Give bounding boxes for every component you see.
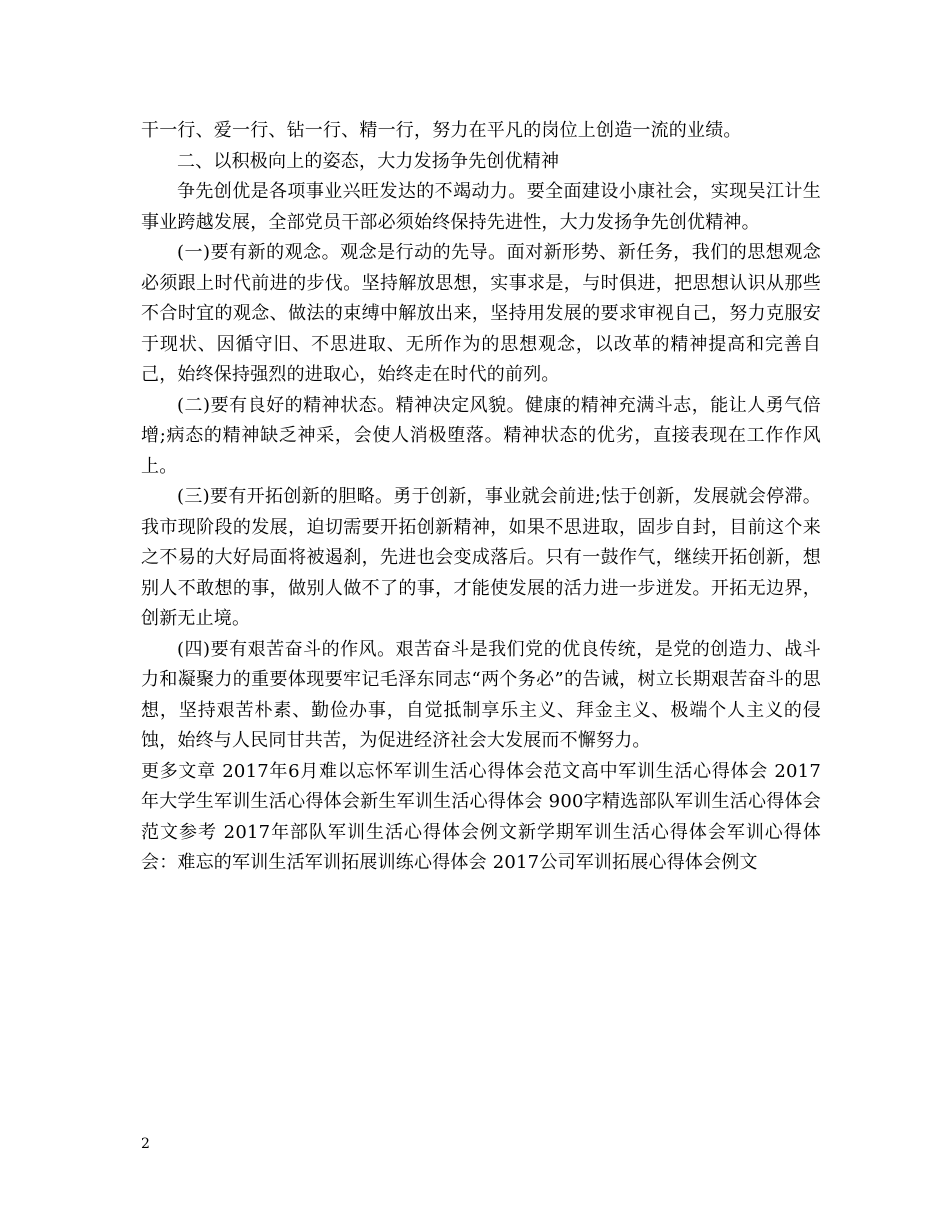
paragraph-point-3: (三)要有开拓创新的胆略。勇于创新，事业就会前进;怯于创新，发展就会停滞。我市现阶段的发展，迫切需要开拓创新精神，如果不思进取，固步自封，目前这个来之不易的大好局面将被遏刹，先进也会变成落后。只有一鼓作气，继续开拓创新，想别人不敢想的事，做别人做不了的事，才能使发展的活力进一步迸发。开拓无边界，创新无止境。 [141,486,821,629]
page-number: 2 [141,1136,150,1152]
section-heading: 二、以积极向上的姿态，大力发扬争先创优精神 [177,150,560,172]
paragraph-point-2: (二)要有良好的精神状态。精神决定风貌。健康的精神充满斗志，能让人勇气倍增;病态的精神缺乏神采，会使人消极堕落。精神状态的优劣，直接表现在工作作风上。 [141,394,821,477]
paragraph-continuation: 干一行、爱一行、钻一行、精一行，努力在平凡的岗位上创造一流的业绩。 [141,120,742,141]
paragraph-point-4: (四)要有艰苦奋斗的作风。艰苦奋斗是我们党的优良传统，是党的创造力、战斗力和凝聚力的重要体现要牢记毛泽东同志“两个务必”的告诫，树立长期艰苦奋斗的思想，坚持艰苦朴素、勤俭办事，自觉抵制享乐主义、拜金主义、极端个人主义的侵蚀，始终与人民同甘共苦，为促进经济社会大发展而不懈努力。 [141,638,821,751]
paragraph-point-1: (一)要有新的观念。观念是行动的先导。面对新形势、新任务，我们的思想观念必须跟上时代前进的步伐。坚持解放思想，实事求是，与时俱进，把思想认识从那些不合时宜的观念、做法的束缚中解放出来，坚持用发展的要求审视自己，努力克服安于现状、因循守旧、不思进取、无所作为的思想观念，以改革的精神提高和完善自己，始终保持强烈的进取心，始终走在时代的前列。 [141,242,821,385]
document-body [141,116,821,879]
paragraph-intro: 争先创优是各项事业兴旺发达的不竭动力。要全面建设小康社会，实现吴江计生事业跨越发展，全部党员干部必须始终保持先进性，大力发扬争先创优精神。 [141,181,821,233]
more-articles-text: 更多文章 2017年6月难以忘怀军训生活心得体会范文高中军训生活心得体会 2017年大学生军训生活心得体会新生军训生活心得体会 900字精选部队军训生活心得体会范文参考 2017年部队军训生活心得体会例文新学期军训生活心得体会军训心得体会：难忘的军训生活军训拓展训练心得体会 2017公司军训拓展心得体会例文 [141,760,821,873]
